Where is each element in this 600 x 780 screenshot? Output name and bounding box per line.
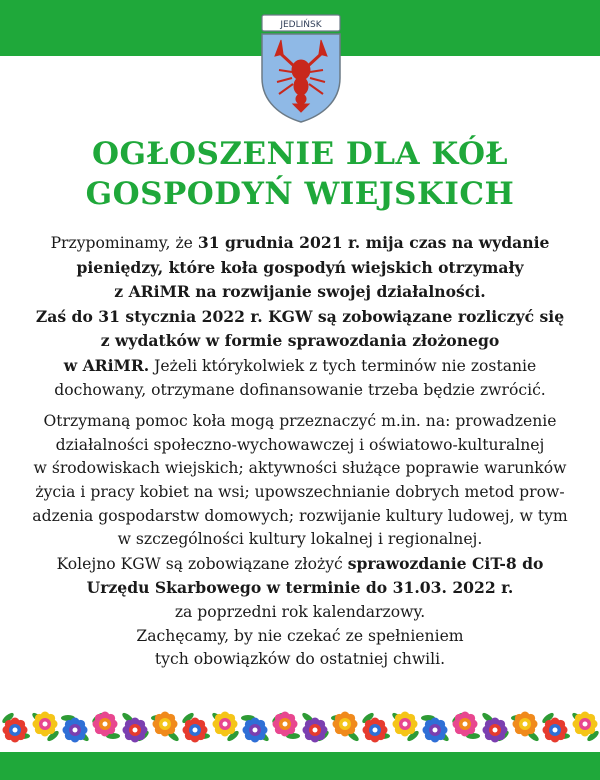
flower-icon: [3, 718, 28, 743]
svg-text:JEDLIŃSK: JEDLIŃSK: [280, 20, 322, 30]
flower-icon: [423, 718, 448, 743]
flower-icon: [393, 712, 418, 737]
paragraph-cit8: Kolejno KGW są zobowiązane złożyć sprawozdanie CiT-8 do Urzędu Skarbowego w terminie do 31.03. 2022 r. za poprzedni rok kalendarzowy.: [56, 553, 544, 621]
flower-icon: [93, 712, 118, 737]
flower-icon: [153, 712, 178, 737]
flower-icon: [513, 712, 538, 737]
title-line-1: OGŁOSZENIE DLA KÓŁ: [91, 136, 509, 172]
flower-icon: [453, 712, 478, 737]
bottom-green-band: [0, 752, 600, 780]
coat-of-arms-icon: [259, 12, 343, 124]
flower-icon: [243, 718, 268, 743]
paragraph-purposes: Otrzymaną pomoc koła mogą przeznaczyć m.in. na: prowadzenie działalności społeczno-wychowawczej i oświatowo-kulturalnej w środowiskach wiejskich; aktywności służące poprawie warunków życia i pracy kobiet na wsi; upowszechnianie dobrych metod prow- adzenia gospodarstw domowych; rozwijanie kultury ludowej, w tym w szczególności kultury lokalnej i regionalnej.: [32, 412, 568, 549]
flower-icon: [363, 718, 388, 743]
title-line-2: GOSPODYŃ WIEJSKICH: [85, 176, 515, 212]
flower-icon: [183, 718, 208, 743]
paragraph-encouragement: Zachęcamy, by nie czekać ze spełnieniem tych obowiązków do ostatniej chwili.: [136, 626, 464, 669]
flower-icon: [483, 718, 508, 743]
flower-icon: [33, 712, 58, 737]
announcement-body: [14, 231, 586, 672]
flower-icon: [213, 712, 238, 737]
flower-icon: [573, 712, 598, 737]
flower-icon: [123, 718, 148, 743]
flower-icon: [543, 718, 568, 743]
flower-icon: [273, 712, 298, 737]
flower-icon: [303, 718, 328, 743]
flower-icon: [63, 718, 88, 743]
paragraph-deadlines: Przypominamy, że 31 grudnia 2021 r. mija czas na wydanie pieniędzy, które koła gospodyń wiejskich otrzymały z ARiMR na rozwijanie swojej działalności. Zaś do 31 stycznia 2022 r. KGW są zobowiązane rozliczyć się z wydatków w formie sprawozdania złożonego w ARiMR. Jeżeli którykolwiek z tych terminów nie zostanie dochowany, otrzymane dofinansowanie trzeba będzie zwrócić.: [35, 233, 565, 399]
flower-icon: [333, 712, 358, 737]
folk-flower-border: [0, 696, 600, 756]
announcement-title: [0, 134, 600, 214]
